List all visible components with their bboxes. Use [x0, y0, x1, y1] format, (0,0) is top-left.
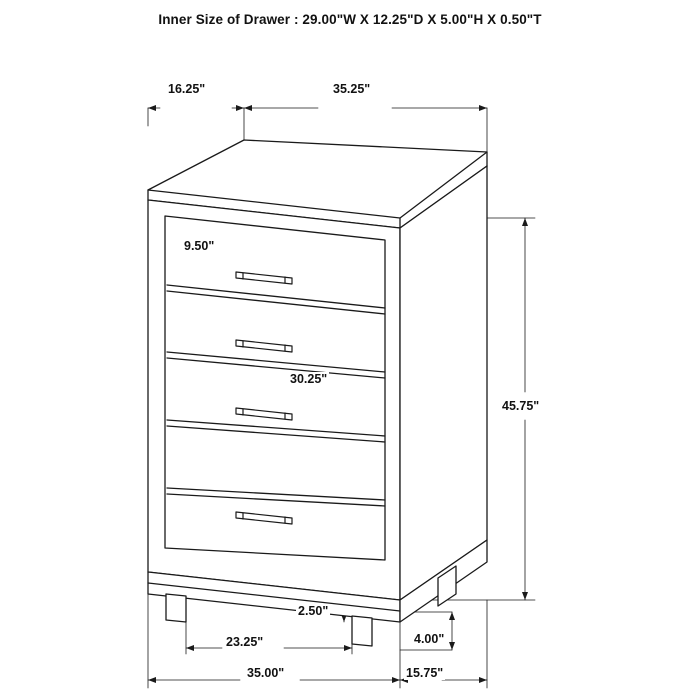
dim-foot-height: 4.00" — [414, 632, 445, 646]
page-title: Inner Size of Drawer : 29.00"W X 12.25"D X 5.00"H X 0.50"T — [158, 12, 542, 27]
dim-drawer-front-height: 9.50" — [184, 239, 215, 253]
dim-drawer-inner-width: 30.25" — [290, 372, 328, 386]
dim-top-width: 35.25" — [333, 82, 371, 96]
dim-overall-width: 35.00" — [247, 666, 285, 680]
dim-leg-span: 23.25" — [226, 635, 264, 649]
dim-base-riser-height: 2.50" — [298, 604, 329, 618]
dim-overall-depth: 15.75" — [406, 666, 444, 680]
dim-top-left-depth: 16.25" — [168, 82, 206, 96]
dim-overall-height: 45.75" — [502, 399, 540, 413]
